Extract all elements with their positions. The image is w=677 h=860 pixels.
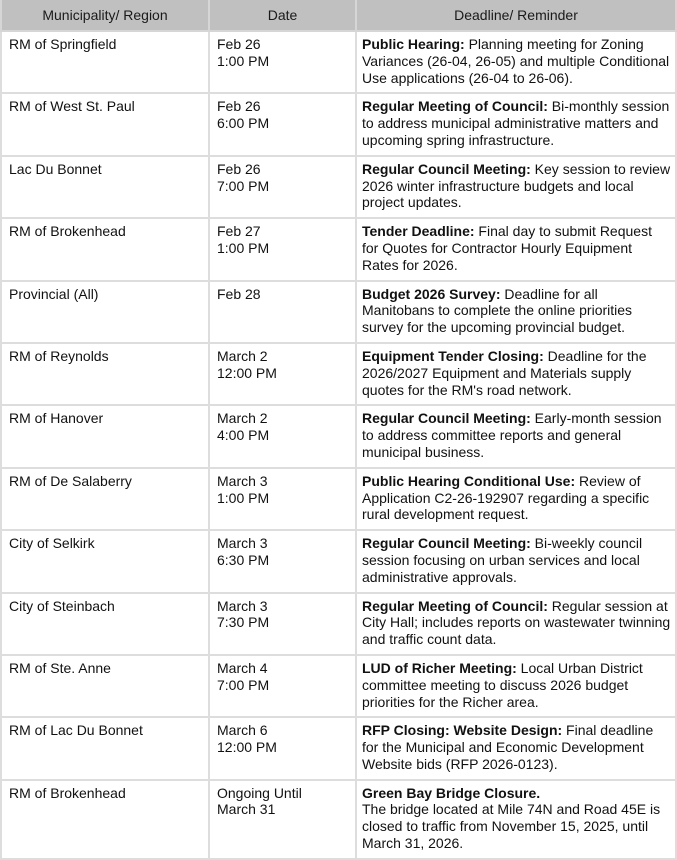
date-cell <box>209 780 356 859</box>
event-description: Deadline for all Manitobans to complete the online priorities survey for the upcoming provincial budget. <box>362 285 633 336</box>
date-cell <box>209 156 356 218</box>
region-name: RM of Lac Du Bonnet <box>9 722 143 739</box>
region-name: RM of De Salaberry <box>9 472 132 489</box>
event-description: Bi-weekly council session focusing on urban services and local administrative approvals. <box>362 535 643 585</box>
region-cell <box>1 218 209 280</box>
table-row <box>1 156 676 218</box>
event-time: 12:00 PM <box>217 364 277 381</box>
event-date: Feb 28 <box>217 285 261 302</box>
event-description: Key session to review 2026 winter infrastructure budgets and local project updates. <box>362 160 671 211</box>
date-cell <box>209 218 356 280</box>
event-date: March 3 <box>217 472 268 489</box>
event-description: Final deadline for the Municipal and Economic Development Website bids (RFP 2026-0123). <box>362 722 654 772</box>
region-name: City of Selkirk <box>9 535 95 552</box>
deadline-cell <box>356 780 676 859</box>
event-description: The bridge located at Mile 74N and Road 45E is closed to traffic from November 15, 2025, until March 31, 2026. <box>362 801 661 852</box>
event-time: March 31 <box>217 801 276 818</box>
event-date: Feb 26 <box>217 98 261 115</box>
event-title: Green Bay Bridge Closure. <box>362 784 541 801</box>
event-time: 6:00 PM <box>217 115 270 132</box>
event-title: Public Hearing: <box>362 36 465 52</box>
region-name: RM of Ste. Anne <box>9 659 111 676</box>
region-name: RM of Reynolds <box>9 347 109 364</box>
event-date: Feb 26 <box>217 160 261 177</box>
region-cell <box>1 530 209 592</box>
region-cell <box>1 343 209 405</box>
table-row <box>1 218 676 280</box>
region-name: Lac Du Bonnet <box>9 160 102 177</box>
event-description: Review of Application C2-26-192907 regarding a specific rural development request. <box>362 472 650 523</box>
event-date: Ongoing Until <box>217 784 302 801</box>
event-date: March 4 <box>217 659 268 676</box>
region-name: RM of Brokenhead <box>9 784 126 801</box>
event-date: Feb 26 <box>217 36 261 52</box>
date-cell <box>209 405 356 467</box>
region-name: City of Steinbach <box>9 597 115 614</box>
region-cell <box>1 593 209 655</box>
event-date: March 2 <box>217 347 268 364</box>
event-description: Planning meeting for Zoning Variances (26-04, 26-05) and multiple Conditional Use applications (26-04 to 26-06). <box>362 36 670 86</box>
deadline-cell <box>356 530 676 592</box>
event-date: March 3 <box>217 535 268 552</box>
event-title: Regular Council Meeting: <box>362 160 531 177</box>
event-time: 7:00 PM <box>217 177 270 194</box>
region-name: RM of West St. Paul <box>9 98 135 115</box>
event-time: 12:00 PM <box>217 739 277 756</box>
event-title: Equipment Tender Closing: <box>362 347 544 364</box>
date-cell <box>209 655 356 717</box>
event-date: Feb 27 <box>217 223 261 240</box>
table-row <box>1 717 676 779</box>
region-cell <box>1 93 209 155</box>
date-cell <box>209 717 356 779</box>
region-cell <box>1 468 209 530</box>
date-cell <box>209 93 356 155</box>
event-time: 1:00 PM <box>217 489 270 506</box>
header-date: Date <box>209 0 356 31</box>
table-row <box>1 93 676 155</box>
event-time: 7:00 PM <box>217 676 270 693</box>
table-row <box>1 593 676 655</box>
event-description: Bi-monthly session to address municipal administrative matters and upcoming spring infrastructure. <box>362 98 670 148</box>
event-title: Budget 2026 Survey: <box>362 285 501 302</box>
region-name: Provincial (All) <box>9 285 99 302</box>
deadline-cell <box>356 717 676 779</box>
date-cell <box>209 343 356 405</box>
region-cell <box>1 717 209 779</box>
deadline-cell <box>356 468 676 530</box>
event-title: Tender Deadline: <box>362 223 475 240</box>
table-row <box>1 343 676 405</box>
event-title: Regular Meeting of Council: <box>362 597 548 614</box>
event-date: March 6 <box>217 722 268 739</box>
table-row <box>1 31 676 93</box>
deadline-cell <box>356 93 676 155</box>
deadline-cell <box>356 593 676 655</box>
table-row <box>1 468 676 530</box>
region-name: RM of Hanover <box>9 410 104 427</box>
region-cell <box>1 780 209 859</box>
event-title: Regular Council Meeting: <box>362 410 531 427</box>
table-row <box>1 655 676 717</box>
event-time: 7:30 PM <box>217 614 270 631</box>
deadline-cell <box>356 343 676 405</box>
event-title: LUD of Richer Meeting: <box>362 659 517 676</box>
event-title: Public Hearing Conditional Use: <box>362 472 576 489</box>
table-row <box>1 281 676 343</box>
region-cell <box>1 31 209 93</box>
deadline-cell <box>356 405 676 467</box>
region-cell <box>1 281 209 343</box>
event-description: Final day to submit Request for Quotes for Contractor Hourly Equipment Rates for 2026. <box>362 223 652 273</box>
event-date: March 3 <box>217 597 268 614</box>
table-body <box>1 31 676 859</box>
event-title: Regular Meeting of Council: <box>362 98 548 115</box>
header-row <box>1 0 676 31</box>
region-cell <box>1 655 209 717</box>
event-time: 1:00 PM <box>217 239 270 256</box>
event-time: 4:00 PM <box>217 427 270 444</box>
header-deadline: Deadline/ Reminder <box>356 0 676 31</box>
event-title: RFP Closing: Website Design: <box>362 722 563 739</box>
table-row <box>1 530 676 592</box>
event-description: Regular session at City Hall; includes reports on wastewater twinning and traffic count data. <box>362 597 671 648</box>
date-cell <box>209 468 356 530</box>
event-description: Deadline for the 2026/2027 Equipment and Materials supply quotes for the RM's road network. <box>362 347 647 398</box>
region-name: RM of Brokenhead <box>9 223 126 240</box>
deadline-cell <box>356 31 676 93</box>
event-title: Regular Council Meeting: <box>362 535 531 552</box>
table-header <box>1 0 676 31</box>
deadline-cell <box>356 156 676 218</box>
table-row <box>1 405 676 467</box>
region-name: RM of Springfield <box>9 36 117 52</box>
deadline-cell <box>356 281 676 343</box>
table-row <box>1 780 676 859</box>
event-date: March 2 <box>217 410 268 427</box>
event-time: 1:00 PM <box>217 52 270 69</box>
date-cell <box>209 31 356 93</box>
deadline-cell <box>356 218 676 280</box>
event-description: Early-month session to address committee reports and general municipal business. <box>362 410 662 460</box>
date-cell <box>209 281 356 343</box>
region-cell <box>1 156 209 218</box>
event-time: 6:30 PM <box>217 551 270 568</box>
region-cell <box>1 405 209 467</box>
deadline-cell <box>356 655 676 717</box>
date-cell <box>209 593 356 655</box>
date-cell <box>209 530 356 592</box>
header-region: Municipality/ Region <box>1 0 209 31</box>
event-description: Local Urban District committee meeting to discuss 2026 budget priorities for the Richer area. <box>362 659 643 710</box>
